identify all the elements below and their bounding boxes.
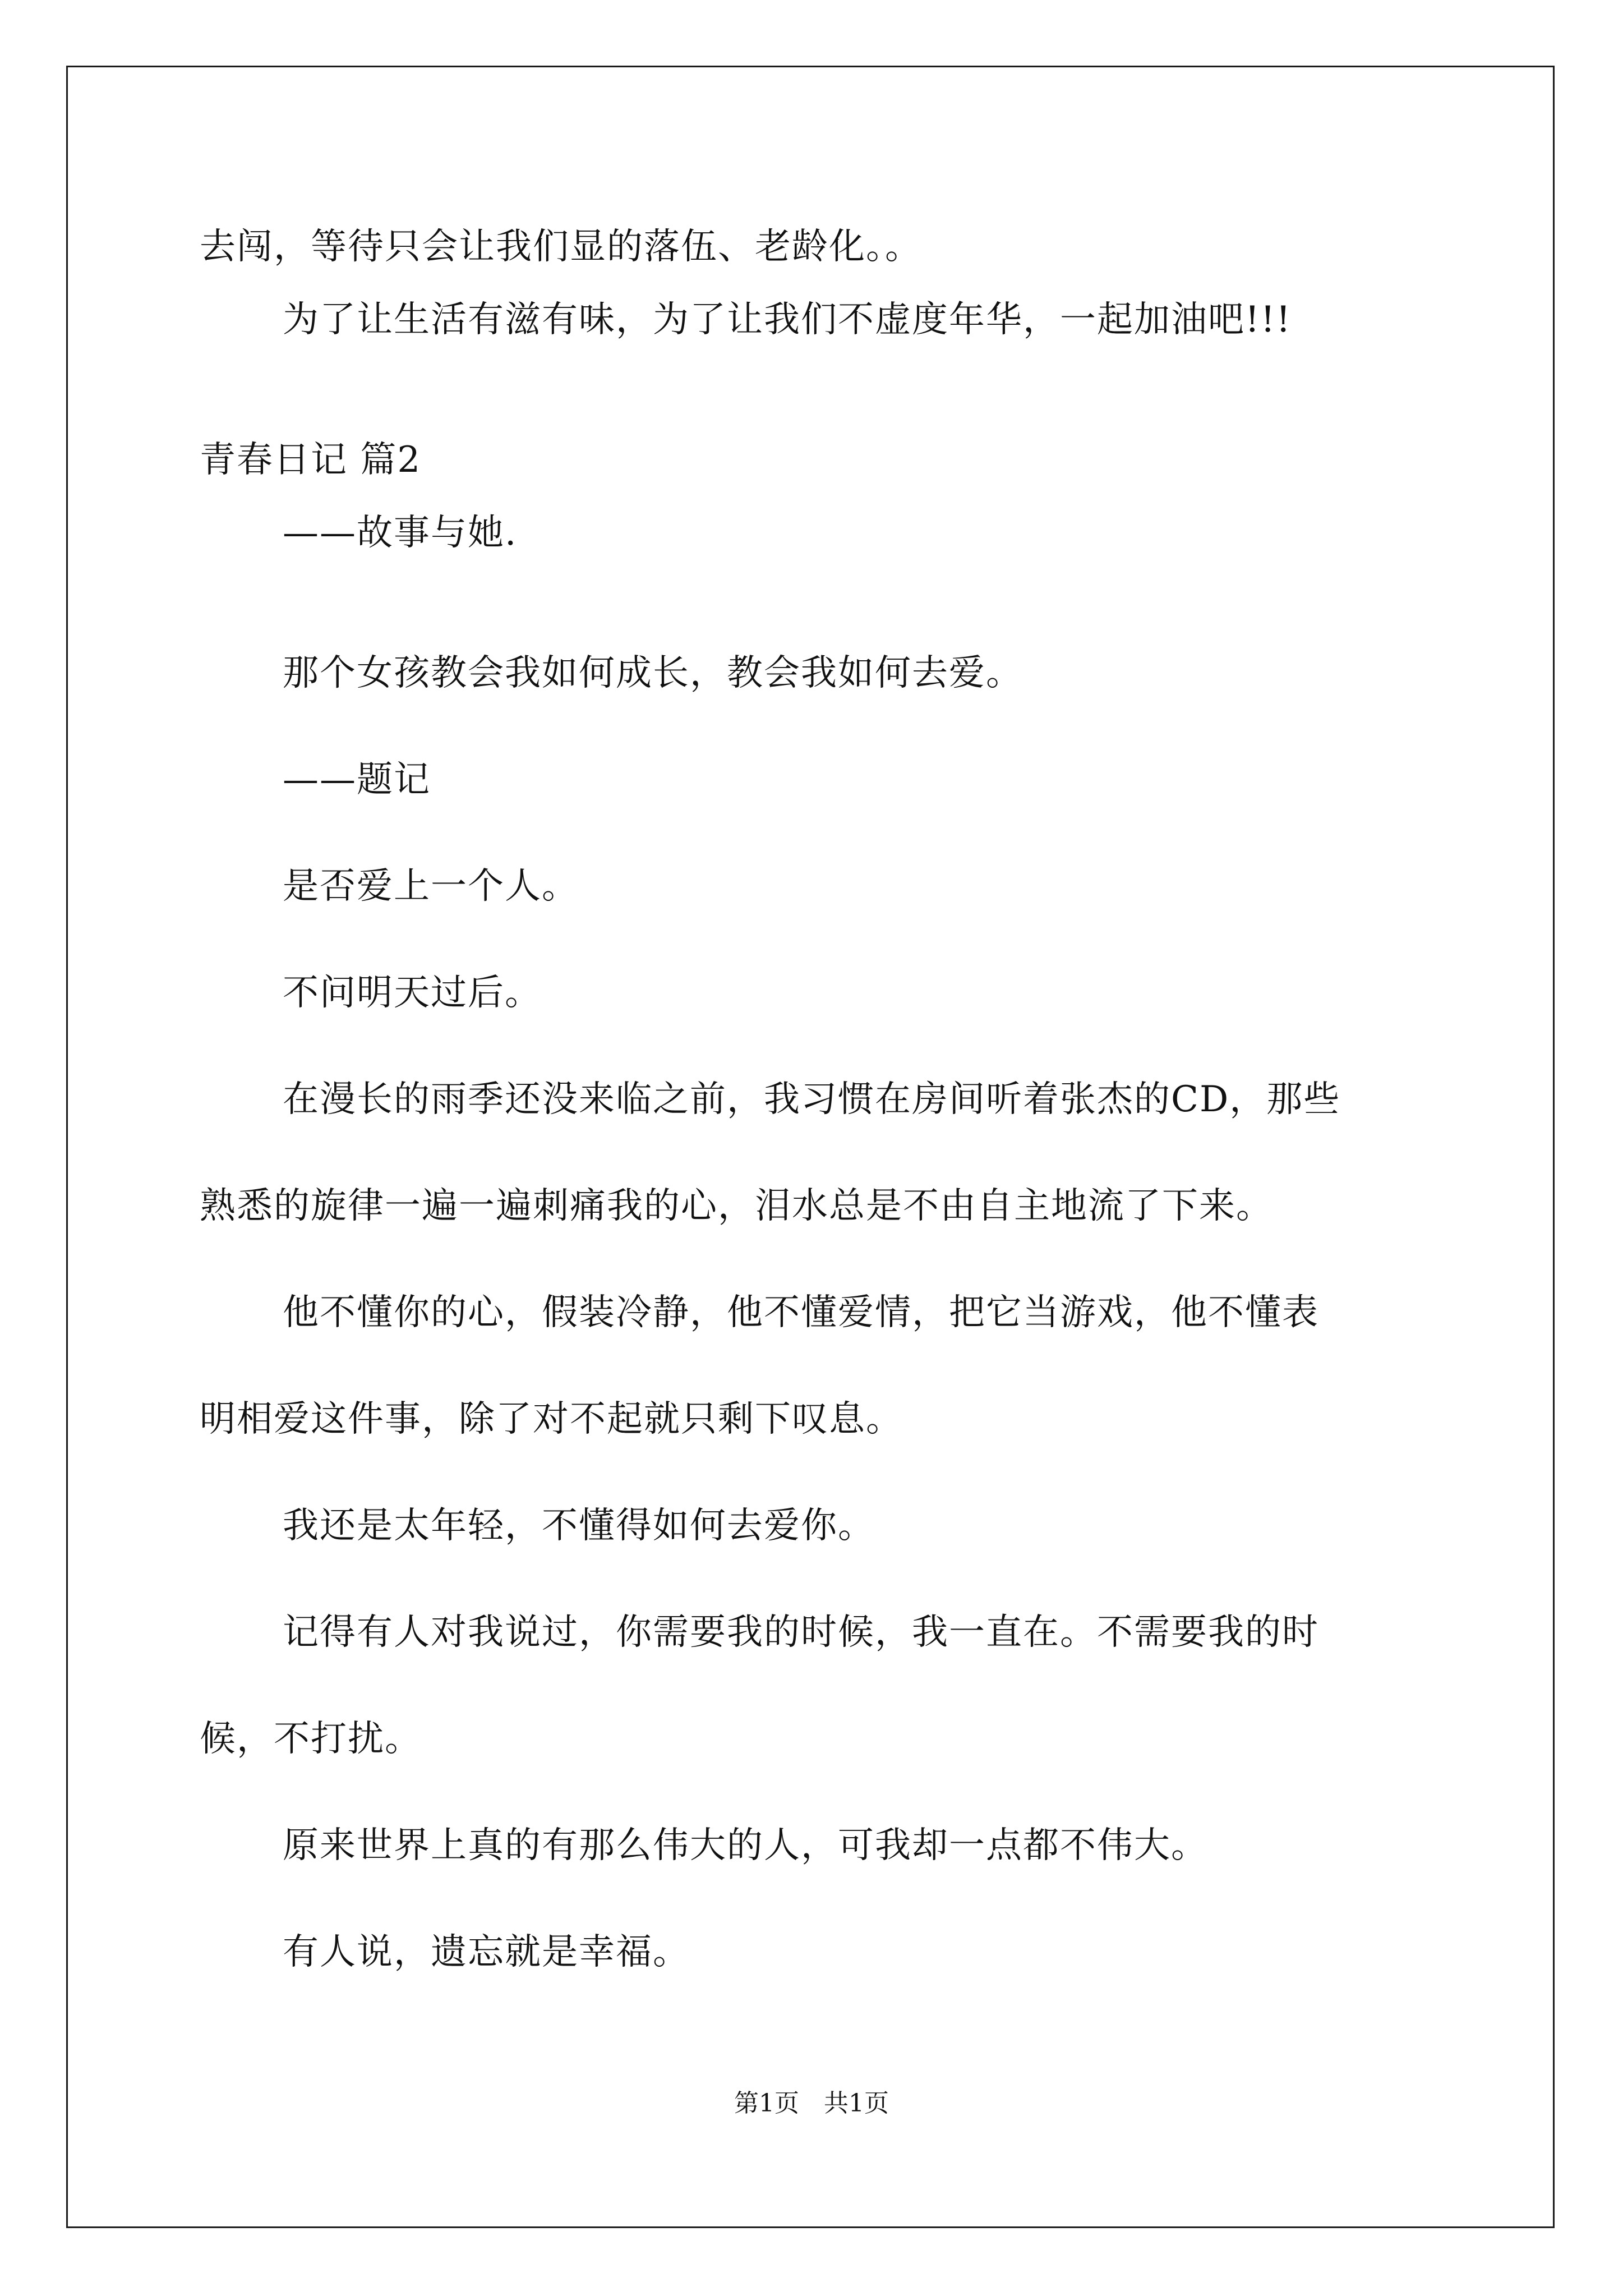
paragraph-line: 不问明天过后。: [283, 972, 542, 1014]
section-heading: 青春日记 篇2: [200, 439, 422, 481]
paragraph-line: 为了让生活有滋有味，为了让我们不虚度年华，一起加油吧!!!: [283, 299, 1292, 341]
paragraph-line: ——题记: [283, 759, 431, 800]
paragraph-line: 有人说，遗忘就是幸福。: [283, 1931, 690, 1973]
paragraph-line: 原来世界上真的有那么伟大的人，可我却一点都不伟大。: [283, 1825, 1208, 1866]
paragraph-line: 记得有人对我说过，你需要我的时候，我一直在。不需要我的时: [283, 1612, 1319, 1653]
paragraph-line: 熟悉的旋律一遍一遍刺痛我的心，泪水总是不由自主地流了下来。: [200, 1185, 1273, 1227]
paragraph-line: 在漫长的雨季还没来临之前，我习惯在房间听着张杰的CD，那些: [283, 1079, 1341, 1120]
paragraph-line: 是否爱上一个人。: [283, 866, 579, 907]
page-number-footer: 第1页 共1页: [734, 2089, 889, 2118]
paragraph-line: 那个女孩教会我如何成长，教会我如何去爱。: [283, 652, 1023, 694]
paragraph-line: 明相爱这件事，除了对不起就只剩下叹息。: [200, 1398, 903, 1440]
paragraph-line: 候，不打扰。: [200, 1718, 422, 1760]
paragraph-line: 去闯，等待只会让我们显的落伍、老龄化。。: [200, 226, 922, 268]
page-border: [66, 66, 1555, 2228]
paragraph-line: 他不懂你的心，假装冷静，他不懂爱情，把它当游戏，他不懂表: [283, 1292, 1319, 1333]
paragraph-line: 我还是太年轻，不懂得如何去爱你。: [283, 1505, 875, 1547]
paragraph-line: ——故事与她.: [283, 512, 518, 554]
